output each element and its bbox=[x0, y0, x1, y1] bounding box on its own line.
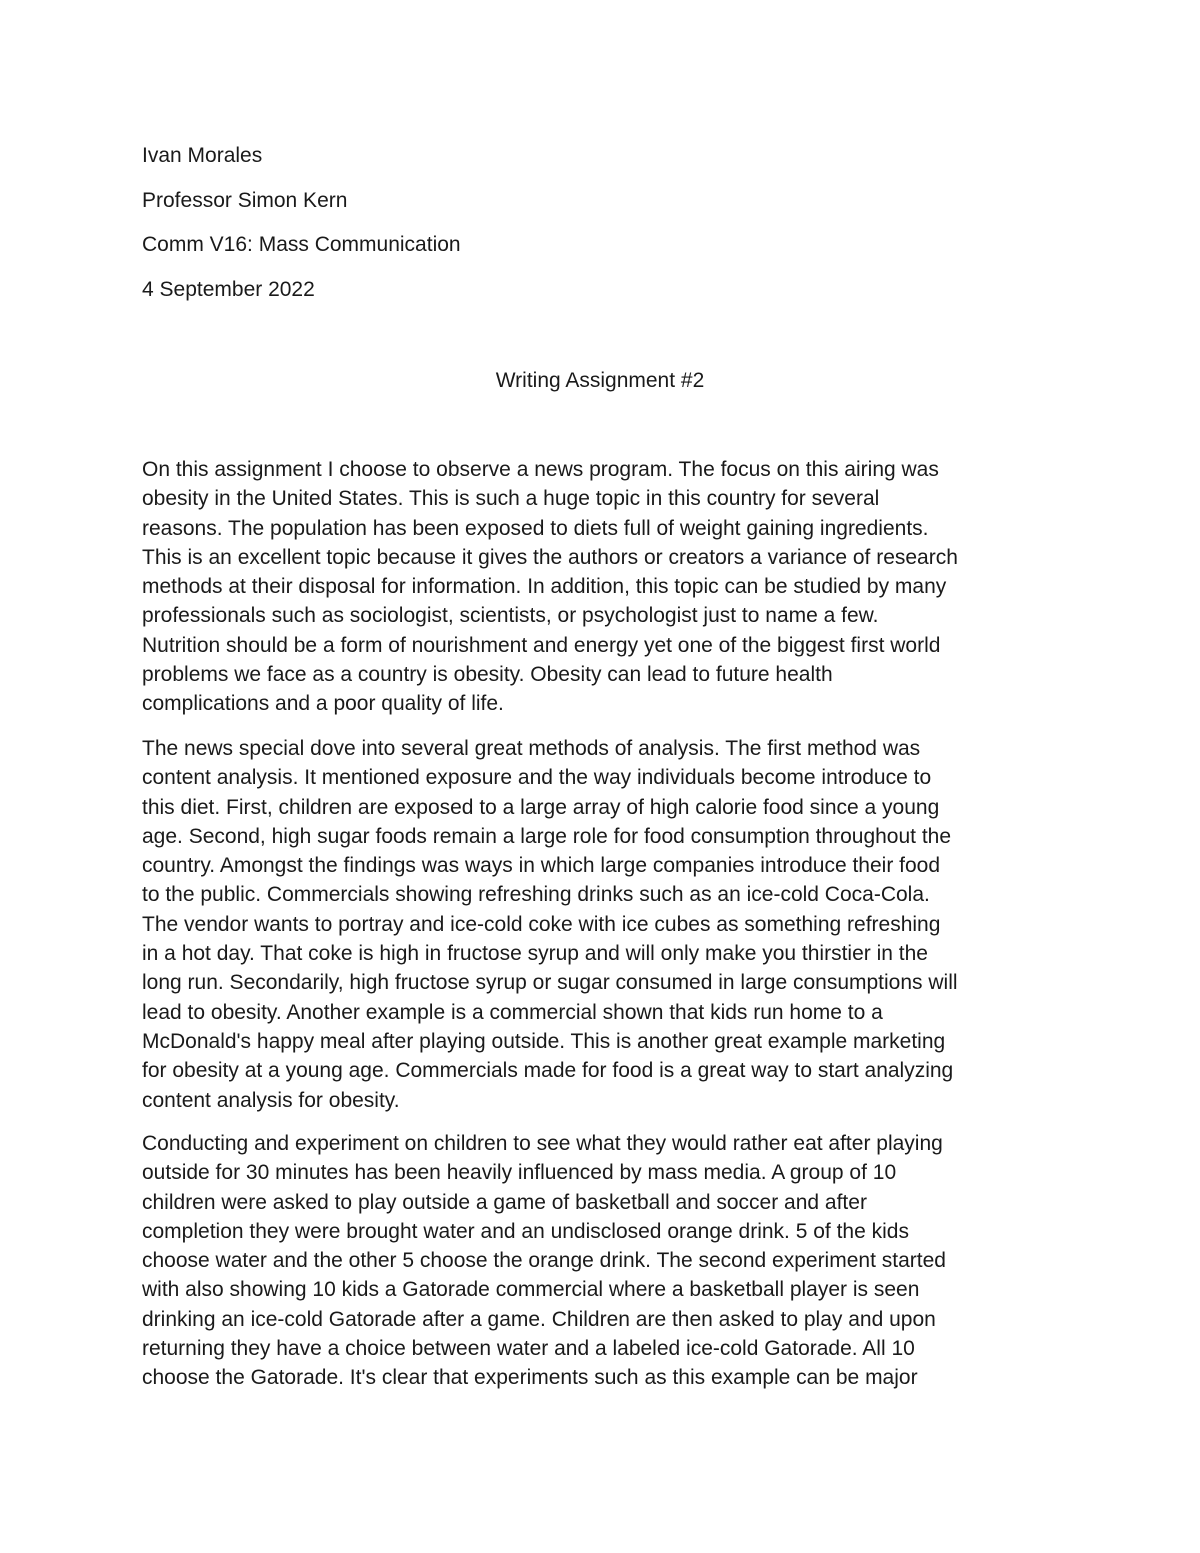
paragraph-line: for obesity at a young age. Commercials made for food is a great way to start analyzing bbox=[142, 1059, 954, 1083]
paragraph-line: Conducting and experiment on children to see what they would rather eat after playing bbox=[142, 1132, 943, 1155]
paragraph-2 bbox=[142, 734, 1062, 1115]
paragraph-line: completion they were brought water and an undisclosed orange drink. 5 of the kids bbox=[142, 1219, 909, 1243]
paragraph-line: choose the Gatorade. It's clear that experiments such as this example can be major bbox=[142, 1366, 918, 1390]
professor-name: Professor Simon Kern bbox=[142, 189, 348, 212]
paragraph-line: problems we face as a country is obesity. Obesity can lead to future health bbox=[142, 663, 833, 687]
paragraph-line: choose water and the other 5 choose the orange drink. The second experiment started bbox=[142, 1249, 946, 1273]
paragraph-line: to the public. Commercials showing refreshing drinks such as an ice-cold Coca-Cola. bbox=[142, 883, 930, 907]
paragraph-line: content analysis. It mentioned exposure and the way individuals become introduce to bbox=[142, 766, 932, 790]
paragraph-line: outside for 30 minutes has been heavily influenced by mass media. A group of 10 bbox=[142, 1161, 897, 1185]
author-name: Ivan Morales bbox=[142, 144, 263, 167]
paragraph-line: drinking an ice-cold Gatorade after a game. Children are then asked to play and upon bbox=[142, 1307, 936, 1331]
paragraph-line: lead to obesity. Another example is a commercial shown that kids run home to a bbox=[142, 1000, 883, 1024]
paragraph-line: The vendor wants to portray and ice-cold coke with ice cubes as something refreshing bbox=[142, 912, 941, 936]
paragraph-line: with also showing 10 kids a Gatorade commercial where a basketball player is seen bbox=[142, 1278, 920, 1302]
paragraph-line: On this assignment I choose to observe a news program. The focus on this airing was bbox=[142, 458, 939, 481]
paragraph-line: returning they have a choice between water and a labeled ice-cold Gatorade. All 10 bbox=[142, 1337, 915, 1361]
paragraph-line: reasons. The population has been exposed to diets full of weight gaining ingredients. bbox=[142, 516, 929, 540]
paragraph-line: long run. Secondarily, high fructose syrup or sugar consumed in large consumptions will bbox=[142, 971, 958, 995]
paragraph-line: methods at their disposal for information. In addition, this topic can be studied by many bbox=[142, 575, 947, 599]
paragraph-line: country. Amongst the findings was ways in which large companies introduce their food bbox=[142, 854, 941, 878]
paragraph-1 bbox=[142, 455, 1062, 719]
paragraph-3 bbox=[142, 1129, 1062, 1393]
document-date: 4 September 2022 bbox=[142, 278, 315, 301]
paragraph-line: McDonald's happy meal after playing outside. This is another great example marketing bbox=[142, 1029, 946, 1053]
paragraph-line: complications and a poor quality of life. bbox=[142, 692, 504, 716]
paragraph-line: this diet. First, children are exposed to a large array of high calorie food since a young bbox=[142, 795, 940, 819]
paragraph-line: obesity in the United States. This is such a huge topic in this country for several bbox=[142, 487, 880, 511]
paragraph-line: children were asked to play outside a game of basketball and soccer and after bbox=[142, 1190, 867, 1214]
paragraph-line: This is an excellent topic because it gives the authors or creators a variance of research bbox=[142, 545, 958, 569]
document-title: Writing Assignment #2 bbox=[495, 369, 705, 392]
paragraph-line: content analysis for obesity. bbox=[142, 1088, 400, 1112]
paragraph-line: professionals such as sociologist, scientists, or psychologist just to name a few. bbox=[142, 604, 879, 628]
paragraph-line: Nutrition should be a form of nourishment and energy yet one of the biggest first world bbox=[142, 633, 941, 657]
paragraph-line: in a hot day. That coke is high in fructose syrup and will only make you thirstier in the bbox=[142, 942, 928, 966]
course-name: Comm V16: Mass Communication bbox=[142, 233, 461, 256]
paragraph-line: age. Second, high sugar foods remain a large role for food consumption throughout the bbox=[142, 824, 952, 848]
paragraph-line: The news special dove into several great methods of analysis. The first method was bbox=[142, 737, 921, 760]
